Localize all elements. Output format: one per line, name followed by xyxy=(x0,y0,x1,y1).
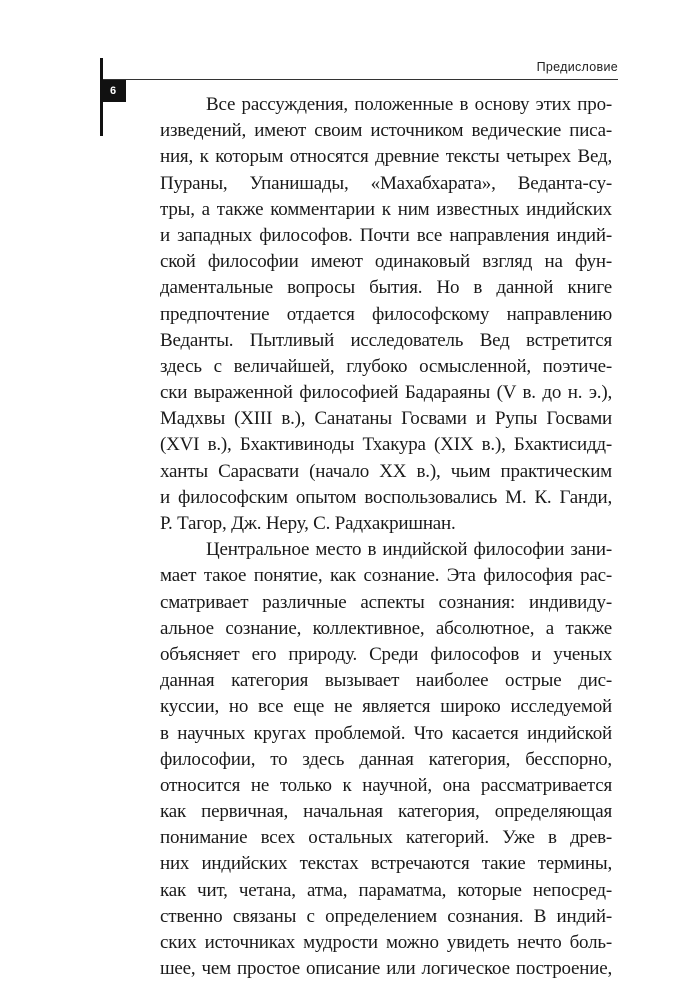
text-line: ских источниках мудрости можно увидеть нечто боль- xyxy=(160,932,612,953)
text-line: здесь с величайшей, глубоко осмысленной, поэтиче- xyxy=(160,355,612,377)
paragraph xyxy=(160,537,612,982)
text-line: Все рассуждения, положенные в основу этих про- xyxy=(206,94,612,115)
text-line: куссии, но все еще не является широко исследуемой xyxy=(160,696,612,718)
text-line: как первичная, начальная категория, определяющая xyxy=(160,801,612,823)
running-title: Предисловие xyxy=(536,60,618,74)
text-line: данная категория вызывает наиболее острые дис- xyxy=(160,670,612,692)
text-line: мает такое понятие, как сознание. Эта философия рас- xyxy=(160,565,612,587)
text-line: объясняет его природу. Среди философов и ученых xyxy=(160,643,612,665)
text-line: Пураны, Упанишады, «Махабхарата», Веданта-су- xyxy=(160,172,612,194)
text-line: предпочтение отдается философскому направлению xyxy=(160,303,612,325)
text-line: изведений, имеют своим источником ведические писа- xyxy=(160,120,612,142)
text-line: тры, а также комментарии к ним известных индийских xyxy=(160,198,612,220)
text-line: относится не только к научной, она рассматривается xyxy=(160,774,612,796)
text-line: Р. Тагор, Дж. Неру, С. Радхакришнан. xyxy=(160,513,456,534)
text-line: ской философии имеют одинаковый взгляд на фун- xyxy=(160,251,612,273)
text-line: (XVI в.), Бхактивиноды Тхакура (XIX в.), Бхактисидд- xyxy=(160,434,612,456)
text-line: в научных кругах проблемой. Что касается индийской xyxy=(160,722,612,744)
page-number: 6 xyxy=(100,80,126,102)
running-header xyxy=(100,58,618,80)
body-text xyxy=(160,92,612,982)
text-line: даментальные вопросы бытия. Но в данной книге xyxy=(160,277,612,299)
text-line: сматривает различные аспекты сознания: индивиду- xyxy=(160,591,612,613)
text-line: Веданты. Пытливый исследователь Вед встретится xyxy=(160,329,612,351)
text-line: как чит, четана, атма, параматма, которые непосред- xyxy=(160,879,612,901)
header-rule xyxy=(100,79,618,80)
text-line: ния, к которым относятся древние тексты четырех Вед, xyxy=(160,146,612,168)
text-line: Центральное место в индийской философии зани- xyxy=(206,539,612,561)
text-line: и философским опытом воспользовались М. К. Ганди, xyxy=(160,486,612,508)
text-line: Мадхвы (XIII в.), Санатаны Госвами и Рупы Госвами xyxy=(160,408,612,430)
text-line: ски выраженной философией Бадараяны (V в. до н. э.), xyxy=(160,382,612,404)
text-line: них индийских текстах встречаются такие термины, xyxy=(160,853,612,875)
text-line: понимание всех остальных категорий. Уже в древ- xyxy=(160,827,612,849)
paragraph xyxy=(160,92,612,537)
text-line: и западных философов. Почти все направления индий- xyxy=(160,224,612,246)
text-line: ханты Сарасвати (начало XX в.), чьим практическим xyxy=(160,460,612,482)
text-line: шее, чем простое описание или логическое построение, xyxy=(160,958,612,980)
text-line: философии, то здесь данная категория, бесспорно, xyxy=(160,748,612,770)
text-line: ственно связаны с определением сознания. В индий- xyxy=(160,905,612,927)
text-line: альное сознание, коллективное, абсолютное, а также xyxy=(160,617,612,639)
